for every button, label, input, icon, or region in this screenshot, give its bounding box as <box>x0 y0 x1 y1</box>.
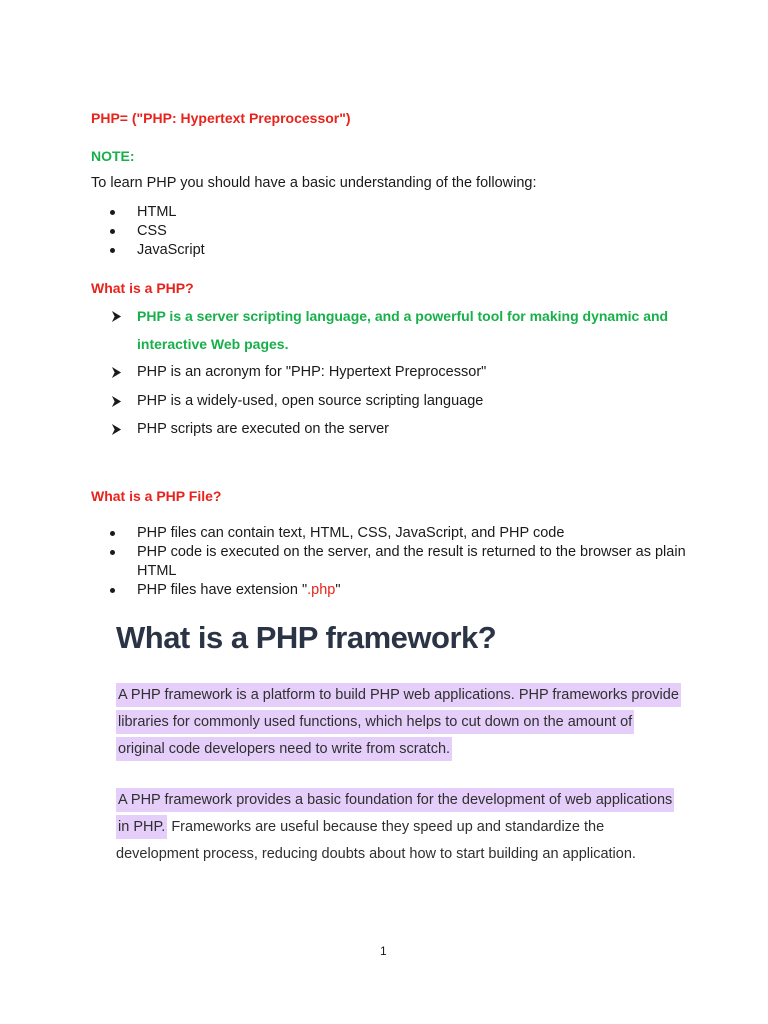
list-item: HTML <box>91 203 205 222</box>
php-facts-list <box>91 307 668 449</box>
section-heading-what-is-php: What is a PHP? <box>91 280 194 296</box>
php-framework-image <box>116 616 679 876</box>
section-heading-php-file: What is a PHP File? <box>91 488 222 504</box>
php-file-text: " <box>335 582 341 598</box>
php-file-text: PHP files can contain text, HTML, CSS, JavaScript, and PHP code <box>137 525 565 541</box>
php-fact-text: PHP scripts are executed on the server <box>137 421 389 437</box>
list-item <box>91 420 668 449</box>
list-item <box>91 543 686 581</box>
arrow-bullet-icon <box>111 396 122 407</box>
highlighted-text: A PHP framework is a platform to build PHP web applications. PHP frameworks provide <box>116 683 681 707</box>
php-fact-text: PHP is an acronym for "PHP: Hypertext Preprocessor" <box>137 364 487 380</box>
php-file-list <box>91 524 686 600</box>
highlighted-text: original code developers need to write from scratch. <box>116 737 452 761</box>
list-item: CSS <box>91 222 205 241</box>
intro-text: To learn PHP you should have a basic understanding of the following: <box>91 175 537 191</box>
framework-title: What is a PHP framework? <box>116 620 497 655</box>
framework-paragraph-2 <box>116 787 674 868</box>
list-item <box>91 363 668 392</box>
framework-text: Frameworks are useful because they speed up and standardize the <box>167 819 605 835</box>
list-item: JavaScript <box>91 241 205 260</box>
php-file-text: PHP files have extension " <box>137 582 308 598</box>
php-fact-text: PHP is a widely-used, open source scripting language <box>137 392 484 409</box>
note-label: NOTE: <box>91 148 135 164</box>
arrow-bullet-icon <box>111 367 122 378</box>
arrow-bullet-icon <box>111 424 122 435</box>
title-line: PHP= ("PHP: Hypertext Preprocessor") <box>91 110 351 126</box>
php-extension-text: .php <box>307 582 336 598</box>
php-highlight-line-1: PHP is a server scripting language, and a powerful tool for making dynamic and <box>137 308 669 324</box>
highlighted-text: A PHP framework provides a basic foundation for the development of web applications <box>116 788 674 812</box>
list-item <box>91 524 686 543</box>
arrow-bullet-icon <box>111 311 122 322</box>
list-item <box>91 307 668 363</box>
list-item <box>91 392 668 421</box>
list-item <box>91 581 686 600</box>
framework-paragraph-1 <box>116 682 681 763</box>
php-highlight-line-2: interactive Web pages. <box>137 336 289 352</box>
php-file-text: HTML <box>137 563 177 579</box>
prereq-list <box>91 203 205 260</box>
php-file-text: PHP code is executed on the server, and the result is returned to the browser as plain <box>137 544 686 560</box>
page-number: 1 <box>380 944 387 958</box>
highlighted-text: libraries for commonly used functions, which helps to cut down on the amount of <box>116 710 634 734</box>
framework-text: development process, reducing doubts about how to start building an application. <box>116 846 636 862</box>
highlighted-text: in PHP. <box>116 815 167 839</box>
